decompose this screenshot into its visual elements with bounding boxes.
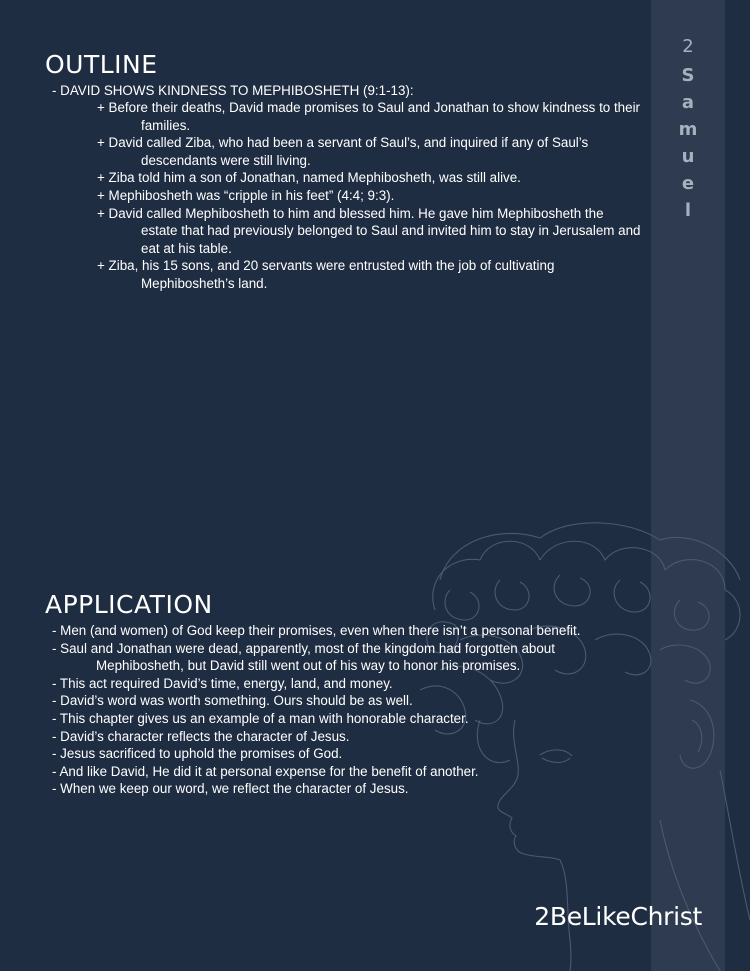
book-letter: u [681, 146, 695, 167]
outline-title: OUTLINE [45, 50, 158, 79]
list-item: - Men (and women) of God keep their promises, even when there isn’t a personal benefit. [52, 623, 581, 638]
list-item: + Ziba told him a son of Jonathan, named Mephibosheth, was still alive. [97, 170, 521, 186]
application-title: APPLICATION [45, 590, 213, 619]
list-item: + David called Mephibosheth to him and blessed him. He gave him Mephibosheth the estate that had previously belonged to Saul and invited him to stay in Jerusalem and eat at his table. [97, 205, 641, 256]
list-item: - This chapter gives us an example of a man with honorable character. [52, 710, 469, 726]
list-item: - And like David, He did it at personal expense for the benefit of another. [52, 763, 479, 779]
list-item: - David’s word was worth something. Ours should be as well. [52, 693, 413, 709]
book-letter: l [684, 200, 692, 221]
application-list [52, 622, 642, 798]
list-item: + David called Ziba, who had been a servant of Saul’s, and inquired if any of Saul’s descendants were still living. [97, 135, 589, 168]
book-letter: S [681, 65, 695, 86]
book-letter: m [678, 119, 698, 140]
book-letter: a [681, 92, 695, 113]
list-item: - This act required David’s time, energy, land, and money. [52, 675, 393, 691]
outline-list [97, 99, 642, 293]
list-item: - When we keep our word, we reflect the character of Jesus. [52, 781, 409, 797]
list-item: - Jesus sacrificed to uphold the promises of God. [52, 746, 343, 762]
book-number: 2 [682, 36, 694, 57]
list-item: - David’s character reflects the character of Jesus. [52, 728, 350, 744]
list-item: + Ziba, his 15 sons, and 20 servants were entrusted with the job of cultivating Mephibosheth’s land. [97, 258, 555, 291]
book-name-vertical [651, 62, 725, 224]
outline-heading: - DAVID SHOWS KINDNESS TO MEPHIBOSHETH (9:1-13): [52, 83, 414, 98]
book-letter: e [681, 173, 695, 194]
brand-logo-text: 2BeLikeChrist [534, 902, 702, 931]
list-item: + Before their deaths, David made promises to Saul and Jonathan to show kindness to their families. [97, 100, 641, 133]
list-item: - Saul and Jonathan were dead, apparently, most of the kingdom had forgotten about Mephibosheth, but David still went out of his way to honor his promises. [52, 640, 555, 674]
list-item: + Mephibosheth was “cripple in his feet” (4:4; 9:3). [97, 187, 395, 203]
